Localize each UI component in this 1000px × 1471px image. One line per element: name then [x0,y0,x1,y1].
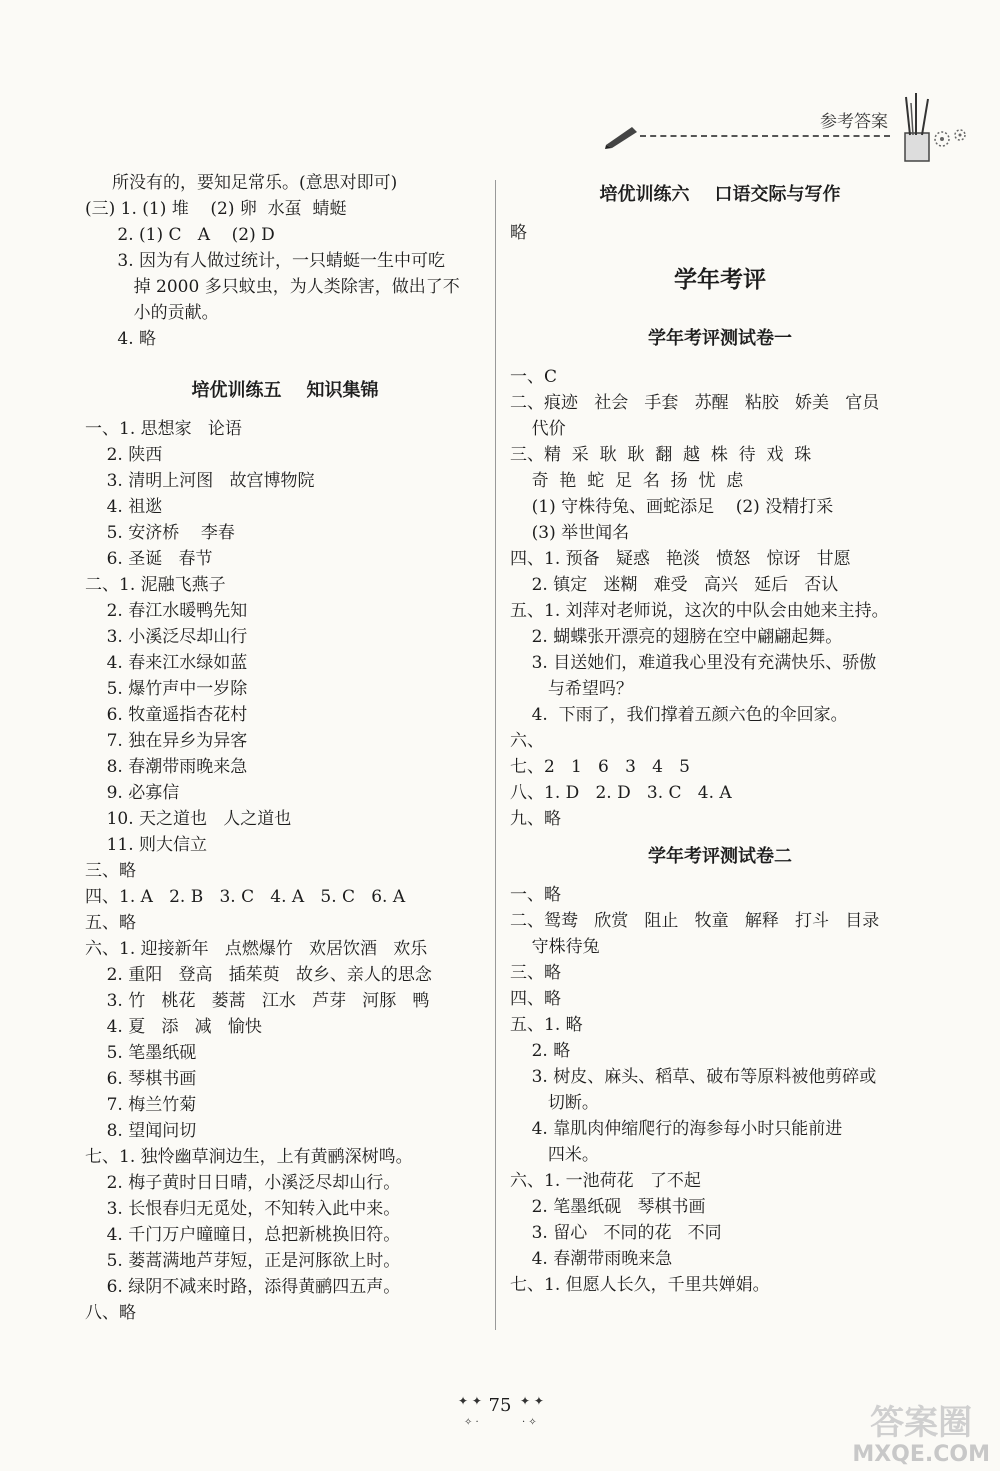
answer-line: 五、1. 略 [510,1015,583,1035]
answer-line: 小的贡献。 [85,303,219,323]
answer-line: (3) 举世闻名 [510,523,630,543]
answer-line: 3. 清明上河图 故宫博物院 [85,471,315,491]
answer-line: 4. 下雨了，我们撑着五颜六色的伞回家。 [510,705,848,725]
answer-line: 4. 春来江水绿如蓝 [85,653,248,673]
answer-line: 二、鸳鸯 欣赏 阻止 牧童 解释 打斗 目录 [510,911,880,931]
answer-line: 六、 [510,731,544,751]
answer-line: 守株待兔 [510,937,600,957]
answer-line: 四、1. A 2. B 3. C 4. A 5. C 6. A [85,887,406,907]
answer-line: 三、略 [85,861,136,881]
svg-text:✦ ✦: ✦ ✦ [520,1394,544,1408]
answer-line: 6. 圣诞 春节 [85,549,213,569]
brush-pot-icon [900,93,934,167]
answer-line: 8. 春潮带雨晚来急 [85,757,248,777]
answer-line: 2. 略 [510,1041,571,1061]
answer-line: 2. 陕西 [85,445,163,465]
svg-text:✧ ·: ✧ · [464,1417,479,1428]
answer-line: 代价 [510,419,566,439]
answer-line: 五、略 [85,913,136,933]
answer-line: 2. (1) C A (2) D [85,225,275,245]
spacer [85,352,485,366]
answer-line: 掉 2000 多只蚊虫，为人类除害，做出了不 [85,277,460,297]
answer-line: 3. 长恨春归无觅处，不知转入此中来。 [85,1199,401,1219]
answer-line: 八、略 [85,1303,136,1323]
page-number: 75 [488,1395,512,1416]
answer-line: 3. 竹 桃花 蒌蒿 江水 芦芽 河豚 鸭 [85,991,430,1011]
flower-icon [930,125,970,159]
page-header [600,95,970,165]
section-heading: 培优训练五 知识集锦 [191,380,379,401]
header-dashed-line [640,135,890,137]
answer-line: 2. 春江水暖鸭先知 [85,601,248,621]
answer-line: 4. 略 [85,329,157,349]
svg-text:· ✧: · ✧ [522,1417,537,1428]
answer-line: 5. 笔墨纸砚 [85,1043,197,1063]
answer-line: 六、1. 一池荷花 了不起 [510,1171,701,1191]
answer-line: 5. 爆竹声中一岁除 [85,679,248,699]
answer-line: 11. 则大信立 [85,835,208,855]
header-label: 参考答案 [820,112,888,132]
answer-line: 略 [510,223,527,243]
answer-line: 五、1. 刘萍对老师说，这次的中队会由她来主持。 [510,601,889,621]
watermark-logo-text: 答案圈 [870,1403,973,1444]
answer-line: 2. 镇定 迷糊 难受 高兴 延后 否认 [510,575,839,595]
answer-line: 4. 靠肌肉伸缩爬行的海参每小时只能前进 [510,1119,843,1139]
answer-line: 七、2 1 6 3 4 5 [510,757,690,777]
answer-line: 四、略 [510,989,561,1009]
answer-line: 奇 艳 蛇 足 名 扬 忧 虑 [510,471,744,491]
answer-line: 3. 留心 不同的花 不同 [510,1223,722,1243]
answer-line: 三、略 [510,963,561,983]
answer-line: 6. 琴棋书画 [85,1069,197,1089]
answer-line: 4. 千门万户曈曈日，总把新桃换旧符。 [85,1225,401,1245]
answer-line: 二、痕迹 社会 手套 苏醒 粘胶 娇美 官员 [510,393,880,413]
answer-line: 5. 安济桥 李春 [85,523,235,543]
answer-line: 八、1. D 2. D 3. C 4. A [510,783,732,803]
answer-line: 4. 春潮带雨晚来急 [510,1249,673,1269]
answer-line: 一、1. 思想家 论语 [85,419,242,439]
answer-line: 一、略 [510,885,561,905]
answer-line: 七、1. 独怜幽草涧边生，上有黄鹂深树鸣。 [85,1147,413,1167]
answer-line: 一、C [510,367,558,387]
answer-line: 3. 小溪泛尽却山行 [85,627,248,647]
right-column [510,170,930,1298]
answer-line: 九、略 [510,809,561,829]
answer-line: 4. 祖逖 [85,497,163,517]
answer-line: 3. 因为有人做过统计，一只蜻蜓一生中可吃 [85,251,446,271]
answer-line: 七、1. 但愿人长久，千里共婵娟。 [510,1275,770,1295]
watermark [852,1405,990,1467]
answer-line: 4. 夏 添 减 愉快 [85,1017,262,1037]
section-heading: 培优训练六 口语交际与写作 [599,184,841,205]
answer-line: 6. 牧童遥指杏花村 [85,705,248,725]
answer-line: 三、精 采 耿 耿 翻 越 株 待 戏 珠 [510,445,812,465]
answer-line: 四米。 [510,1145,599,1165]
answer-line: 与希望吗？ [510,679,633,699]
section-heading: 学年考评测试卷一 [648,328,792,349]
left-column [85,170,485,1326]
column-divider [495,180,496,1330]
answer-line: 六、1. 迎接新年 点燃爆竹 欢居饮酒 欢乐 [85,939,428,959]
answer-line: 切断。 [510,1093,599,1113]
answer-line: 3. 树皮、麻头、稻草、破布等原料被他剪碎或 [510,1067,877,1087]
answer-line: 二、1. 泥融飞燕子 [85,575,226,595]
svg-text:✦ ✦: ✦ ✦ [458,1394,482,1408]
answer-line: 2. 重阳 登高 插茱萸 故乡、亲人的思念 [85,965,432,985]
answer-line: 6. 绿阴不减来时路，添得黄鹂四五声。 [85,1277,401,1297]
answer-line: 2. 笔墨纸砚 琴棋书画 [510,1197,706,1217]
answer-line: 8. 望闻问切 [85,1121,197,1141]
answer-line: 2. 梅子黄时日日晴，小溪泛尽却山行。 [85,1173,401,1193]
answer-line: 四、1. 预备 疑惑 艳淡 愤怒 惊讶 甘愿 [510,549,851,569]
answer-line: (三) 1. (1) 堆 (2) 卵 水虿 蜻蜓 [85,199,347,219]
answer-line: 所没有的，要知足常乐。(意思对即可) [85,173,398,193]
answer-line: 5. 蒌蒿满地芦芽短，正是河豚欲上时。 [85,1251,401,1271]
answer-line: 3. 目送她们，难道我心里没有充满快乐、骄傲 [510,653,877,673]
star-decoration-icon [450,1391,550,1435]
answer-line: 7. 梅兰竹菊 [85,1095,197,1115]
answer-line: (1) 守株待兔、画蛇添足 (2) 没精打采 [510,497,834,517]
pen-icon [604,123,640,153]
page-footer [440,1394,560,1428]
answer-line: 2. 蝴蝶张开漂亮的翅膀在空中翩翩起舞。 [510,627,843,647]
answer-line: 9. 必寡信 [85,783,180,803]
section-heading: 学年考评 [674,266,766,293]
section-heading: 学年考评测试卷二 [648,846,792,867]
watermark-url: MXQE.COM [852,1441,990,1467]
answer-line: 10. 天之道也 人之道也 [85,809,292,829]
answer-line: 7. 独在异乡为异客 [85,731,248,751]
